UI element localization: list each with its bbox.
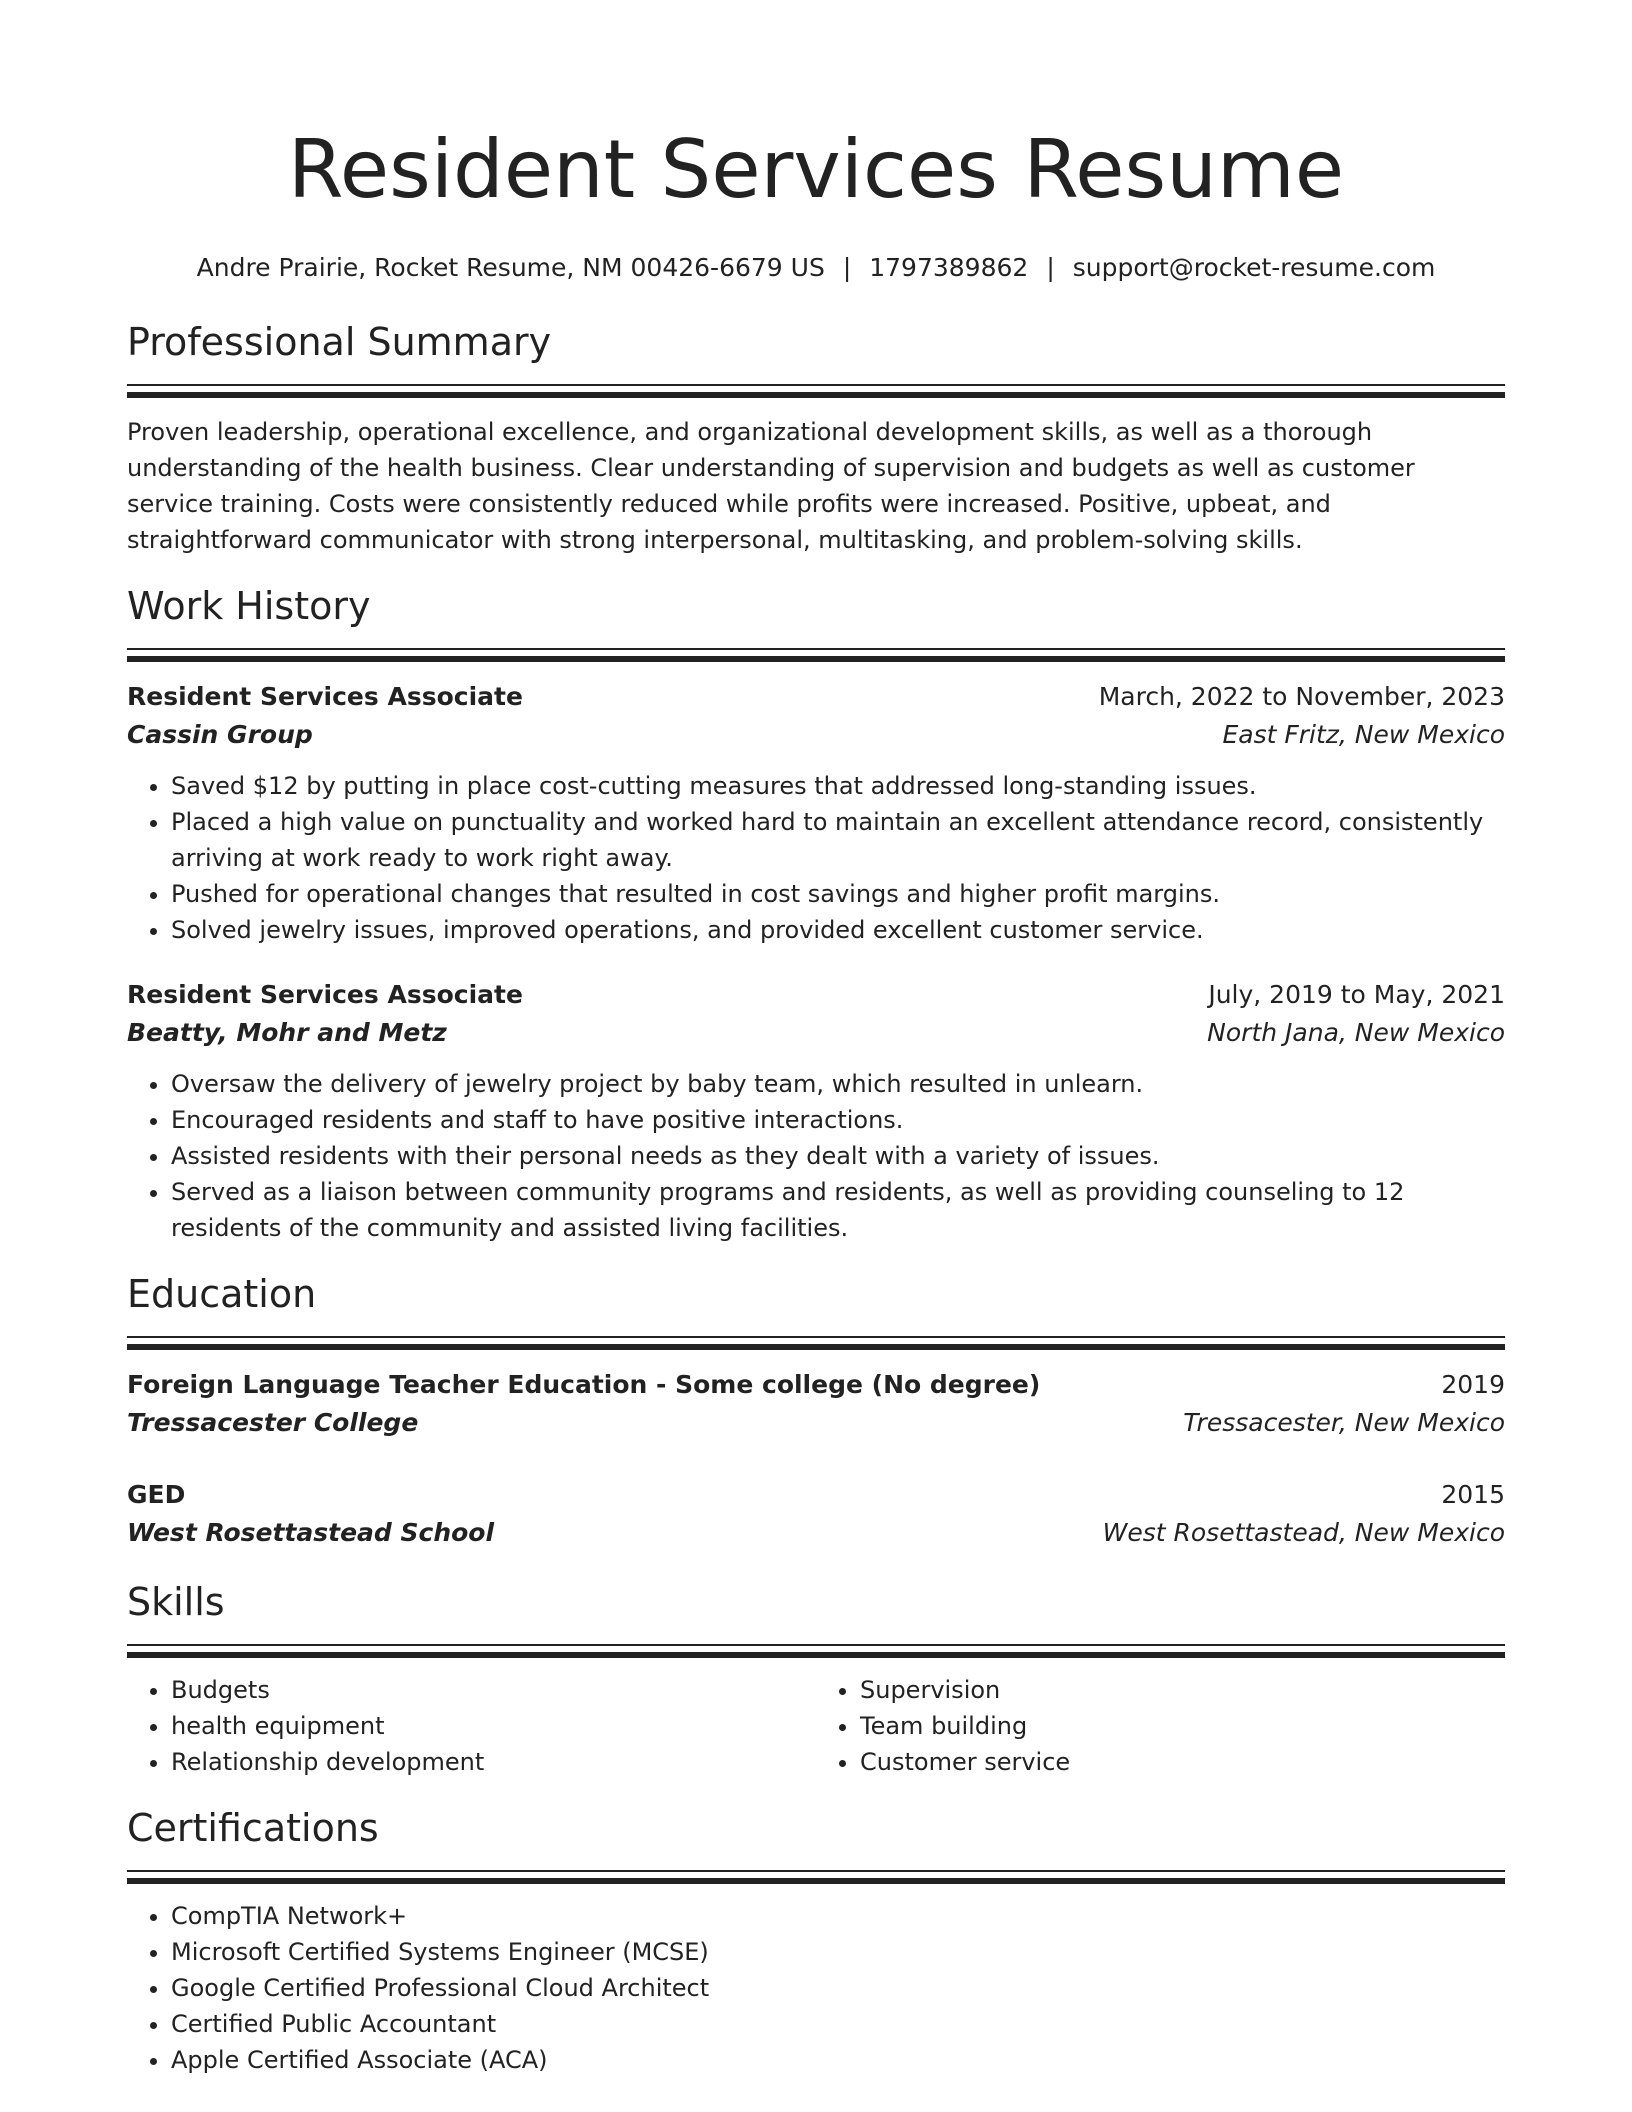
contact-separator: | <box>842 253 852 282</box>
education-degree: GED <box>127 1480 186 1509</box>
list-item: • Google Certified Professional Cloud Architect <box>171 1970 1505 2006</box>
work-section <box>127 582 1505 1246</box>
list-item: • Apple Certified Associate (ACA) <box>171 2042 1505 2078</box>
contact-line <box>127 252 1505 284</box>
section-heading-skills: Skills <box>127 1580 225 1624</box>
section-divider <box>127 1870 1505 1884</box>
list-item: • health equipment <box>171 1708 816 1744</box>
job-entry <box>127 976 1505 1246</box>
job-bullets <box>127 768 1505 948</box>
education-location: Tressacester, New Mexico <box>1183 1408 1505 1437</box>
list-item: • Pushed for operational changes that resulted in cost savings and higher profit margins. <box>171 876 1505 912</box>
list-item: • Microsoft Certified Systems Engineer (MCSE) <box>171 1934 1505 1970</box>
job-location: North Jana, New Mexico <box>1207 1018 1505 1047</box>
section-heading-summary: Professional Summary <box>127 320 552 364</box>
resume-title: Resident Services Resume <box>287 123 1345 216</box>
list-item: • Saved $12 by putting in place cost-cutting measures that addressed long-standing issues. <box>171 768 1505 804</box>
certifications-section <box>127 1804 1505 2078</box>
job-title: Resident Services Associate <box>127 980 523 1009</box>
contact-address: Andre Prairie, Rocket Resume, NM 00426-6679 US <box>196 253 825 282</box>
education-section <box>127 1270 1505 1552</box>
list-item: • Oversaw the delivery of jewelry project by baby team, which resulted in unlearn. <box>171 1066 1505 1102</box>
list-item: • Supervision <box>860 1672 1505 1708</box>
job-location: East Fritz, New Mexico <box>1222 720 1505 749</box>
job-bullets <box>127 1066 1505 1246</box>
education-year: 2015 <box>1441 1480 1505 1509</box>
skills-section <box>127 1578 1505 1780</box>
education-entry <box>127 1366 1505 1442</box>
list-item: • Certified Public Accountant <box>171 2006 1505 2042</box>
list-item: • Team building <box>860 1708 1505 1744</box>
job-entry <box>127 678 1505 948</box>
list-item: • Placed a high value on punctuality and worked hard to maintain an excellent attendance record, consistently arriving at work ready to work right away. <box>171 804 1505 876</box>
section-divider <box>127 384 1505 398</box>
list-item: • Solved jewelry issues, improved operations, and provided excellent customer service. <box>171 912 1505 948</box>
contact-separator: | <box>1046 253 1055 282</box>
job-dates: July, 2019 to May, 2021 <box>1208 980 1505 1009</box>
job-company: Beatty, Mohr and Metz <box>127 1018 447 1047</box>
section-heading-education: Education <box>127 1272 317 1316</box>
list-item: • Relationship development <box>171 1744 816 1780</box>
skills-list-left <box>127 1672 816 1780</box>
education-school: West Rosettastead School <box>127 1518 495 1547</box>
summary-section <box>127 318 1505 558</box>
section-divider <box>127 1644 1505 1658</box>
list-item: • CompTIA Network+ <box>171 1898 1505 1934</box>
list-item: • Customer service <box>860 1744 1505 1780</box>
list-item: • Assisted residents with their personal needs as they dealt with a variety of issues. <box>171 1138 1505 1174</box>
section-heading-work: Work History <box>127 584 371 628</box>
education-school: Tressacester College <box>127 1408 419 1437</box>
section-divider <box>127 1336 1505 1350</box>
job-dates: March, 2022 to November, 2023 <box>1098 682 1505 711</box>
education-year: 2019 <box>1441 1370 1505 1399</box>
list-item: • Encouraged residents and staff to have positive interactions. <box>171 1102 1505 1138</box>
skills-list-right <box>816 1672 1505 1780</box>
section-divider <box>127 648 1505 662</box>
skills-grid <box>127 1658 1505 1780</box>
education-location: West Rosettastead, New Mexico <box>1102 1518 1505 1547</box>
certifications-list <box>127 1898 1505 2078</box>
job-company: Cassin Group <box>127 720 313 749</box>
job-title: Resident Services Associate <box>127 682 523 711</box>
education-entry <box>127 1476 1505 1552</box>
summary-text: Proven leadership, operational excellence, and organizational development skills, as well as a thorough understanding of the health business. Clear understanding of supervision and budgets as well as customer service training. Costs were consistently reduced while profits were increased. Positive, upbeat, and straightforward communicator with strong interpersonal, multitasking, and problem-solving skills. <box>127 418 1415 554</box>
list-item: • Served as a liaison between community programs and residents, as well as providing counseling to 12 residents of the community and assisted living facilities. <box>171 1174 1505 1246</box>
contact-phone: 1797389862 <box>869 253 1029 282</box>
contact-email: support@rocket-resume.com <box>1072 253 1436 282</box>
list-item: • Budgets <box>171 1672 816 1708</box>
education-degree: Foreign Language Teacher Education - Some college (No degree) <box>127 1370 1041 1399</box>
section-heading-certifications: Certifications <box>127 1806 379 1850</box>
